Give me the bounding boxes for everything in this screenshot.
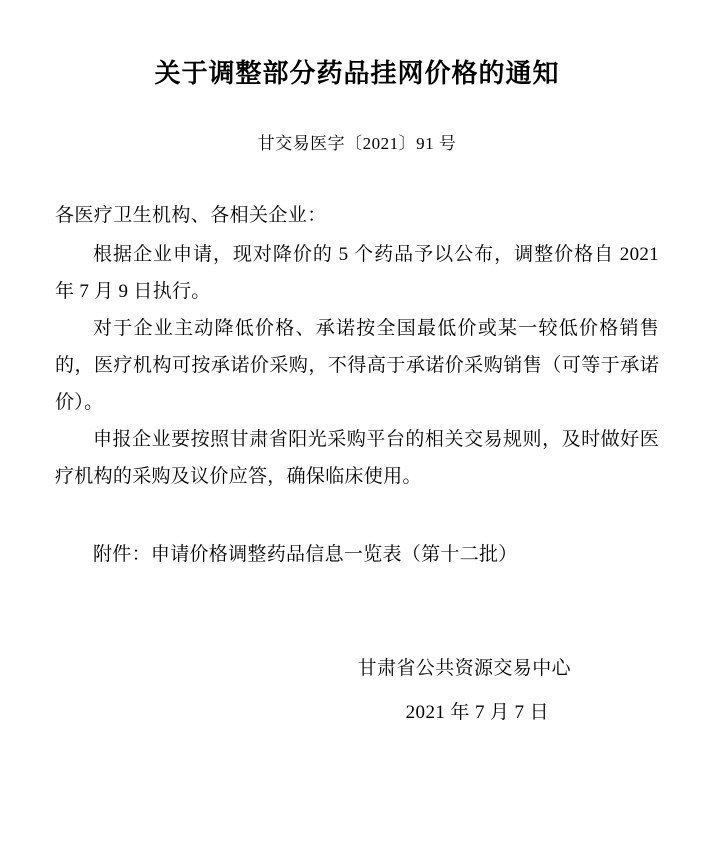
salutation: 各医疗卫生机构、各相关企业： [55, 204, 327, 226]
signature-block [55, 573, 659, 731]
document-number: 甘交易医字〔2021〕91 号 [257, 133, 457, 153]
signature-date: 2021 年 7 月 7 日 [405, 702, 549, 724]
signature-organization: 甘肃省公共资源交易中心 [357, 658, 571, 680]
body-paragraph-2: 对于企业主动降低价格、承诺按全国最低价或某一较低价格销售的，医疗机构可按承诺价采购，不得高于承诺价采购销售（可等于承诺价）。 [55, 317, 659, 414]
body-paragraph-3: 申报企业要按照甘肃省阳光采购平台的相关交易规则，及时做好医疗机构的采购及议价应答，确保临床使用。 [55, 429, 659, 488]
page-title: 关于调整部分药品挂网价格的通知 [154, 59, 560, 88]
document-body [55, 154, 659, 574]
body-paragraph-1: 根据企业申请，现对降价的 5 个药品予以公布，调整价格自 2021 年 7 月 9 日执行。 [55, 243, 659, 302]
attachment-line: 附件：申请价格调整药品信息一览表（第十二批） [93, 544, 518, 566]
